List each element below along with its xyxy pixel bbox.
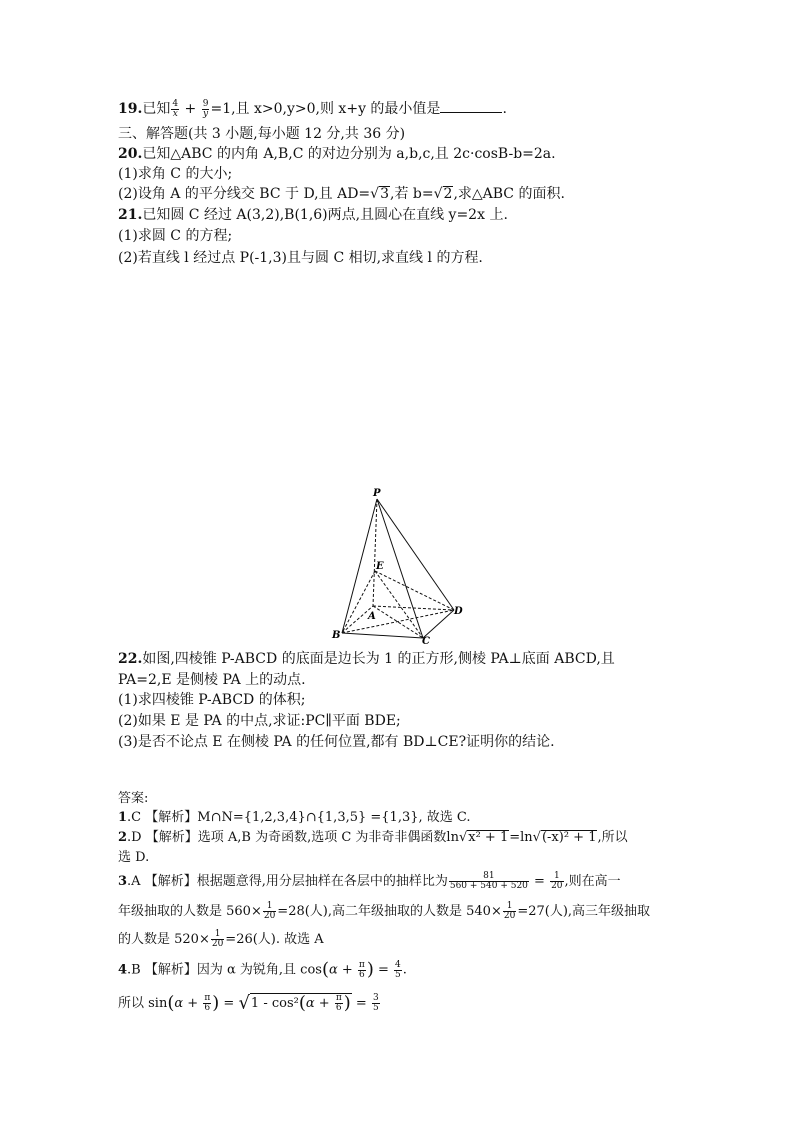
- q22-part-2: (2)如果 E 是 PA 的中点,求证:PC∥平面 BDE;: [118, 713, 401, 729]
- question-19: [118, 99, 507, 119]
- plus-sign: +: [180, 101, 201, 117]
- question-number: 20.: [118, 146, 143, 162]
- q21-part-2: (2)若直线 l 经过点 P(-1,3)且与圆 C 相切,求直线 l 的方程.: [118, 250, 483, 266]
- question-number: 19.: [118, 101, 143, 117]
- q19-text: =1,且 x>0,y>0,则 x+y 的最小值是: [210, 101, 441, 117]
- answer-2: 2.D 【解析】选项 A,B 为奇函数,选项 C 为非奇非偶函数ln√x² + 1=ln√(-x)² + 1,所以: [118, 830, 628, 845]
- q22-text-1: 如图,四棱锥 P-ABCD 的底面是边长为 1 的正方形,侧棱 PA⊥底面 ABCD,且: [142, 651, 615, 667]
- answers-title: 答案:: [118, 791, 149, 806]
- answer-3: 3.A 【解析】根据题意得,用分层抽样在各层中的抽样比为 $\frac{81}{560 + 540 + 520}$ = $\frac{1}{20}$ ,则在高一: [118, 871, 621, 891]
- question-number: 22.: [118, 651, 143, 667]
- fraction-81: $\frac{81}{560 + 540 + 520}$: [449, 871, 528, 891]
- label-A: A: [368, 611, 376, 622]
- label-B: B: [332, 630, 341, 641]
- q22-text-2: PA=2,E 是侧棱 PA 上的动点.: [118, 672, 306, 688]
- edge-PC: [377, 499, 423, 638]
- fraction-1-20: $\frac{1}{20}$: [551, 871, 563, 891]
- q20-part-1: (1)求角 C 的大小;: [118, 166, 233, 182]
- answer-3-line-2: 年级抽取的人数是 560× $\frac{1}{20}$ =28(人),高二年级抽取的人数是 540× $\frac{1}{20}$ =27(人),高三年级抽取: [118, 901, 651, 921]
- edge-PA: [373, 499, 377, 606]
- answer-4: 4.B 【解析】因为 α 为锐角,且 cos(α + $\frac{\pi}{6}$ ) = $\frac{4}{5}$ .: [118, 959, 407, 980]
- section-heading: 三、解答题(共 3 小题,每小题 12 分,共 36 分): [118, 126, 406, 142]
- q20-text: 已知△ABC 的内角 A,B,C 的对边分别为 a,b,c,且 2c·cosB-b=2a.: [142, 146, 556, 162]
- q21-part-1: (1)求圆 C 的方程;: [118, 228, 233, 244]
- answer-3-line-3: 的人数是 520× $\frac{1}{20}$ =26(人). 故选 A: [118, 929, 324, 949]
- question-22: [118, 649, 615, 669]
- fraction-4-x: $\frac{4}{x}$: [172, 98, 179, 119]
- q19-end: .: [502, 101, 507, 117]
- q22-part-3: (3)是否不论点 E 在侧棱 PA 的任何位置,都有 BD⊥CE?证明你的结论.: [118, 734, 555, 750]
- q20-part-2: (2)设角 A 的平分线交 BC 于 D,且 AD=√3,若 b=√2,求△ABC 的面积.: [118, 186, 565, 202]
- label-D: D: [454, 606, 463, 617]
- answer-4-line-2: 所以 sin(α + $\frac{\pi}{6}$ ) = √1 - cos²(α + $\frac{\pi}{6}$ ) = $\frac{3}{5}$: [118, 992, 379, 1014]
- question-number: 21.: [118, 207, 143, 223]
- question-21: [118, 205, 508, 225]
- edge-PD: [377, 499, 454, 610]
- answer-2-cont: 选 D.: [118, 850, 150, 865]
- pyramid-figure: [330, 486, 470, 646]
- question-20: [118, 144, 556, 164]
- label-P: P: [373, 488, 381, 499]
- edge-EB: [342, 571, 375, 633]
- answer-blank[interactable]: [440, 100, 502, 113]
- edge-ED: [375, 571, 454, 610]
- q21-text: 已知圆 C 经过 A(3,2),B(1,6)两点,且圆心在直线 y=2x 上.: [142, 207, 508, 223]
- q19-prefix: 已知: [142, 101, 171, 117]
- edge-BD: [342, 610, 454, 633]
- label-E: E: [376, 561, 384, 572]
- fraction-9-y: $\frac{9}{y}$: [202, 98, 209, 119]
- edge-CD: [423, 610, 454, 638]
- edge-BC: [342, 633, 423, 638]
- answer-1: 1.C 【解析】M∩N={1,2,3,4}∩{1,3,5} ={1,3}, 故选 C.: [118, 810, 471, 825]
- q22-part-1: (1)求四棱锥 P-ABCD 的体积;: [118, 692, 306, 708]
- label-C: C: [422, 636, 430, 646]
- edge-EC: [375, 571, 423, 638]
